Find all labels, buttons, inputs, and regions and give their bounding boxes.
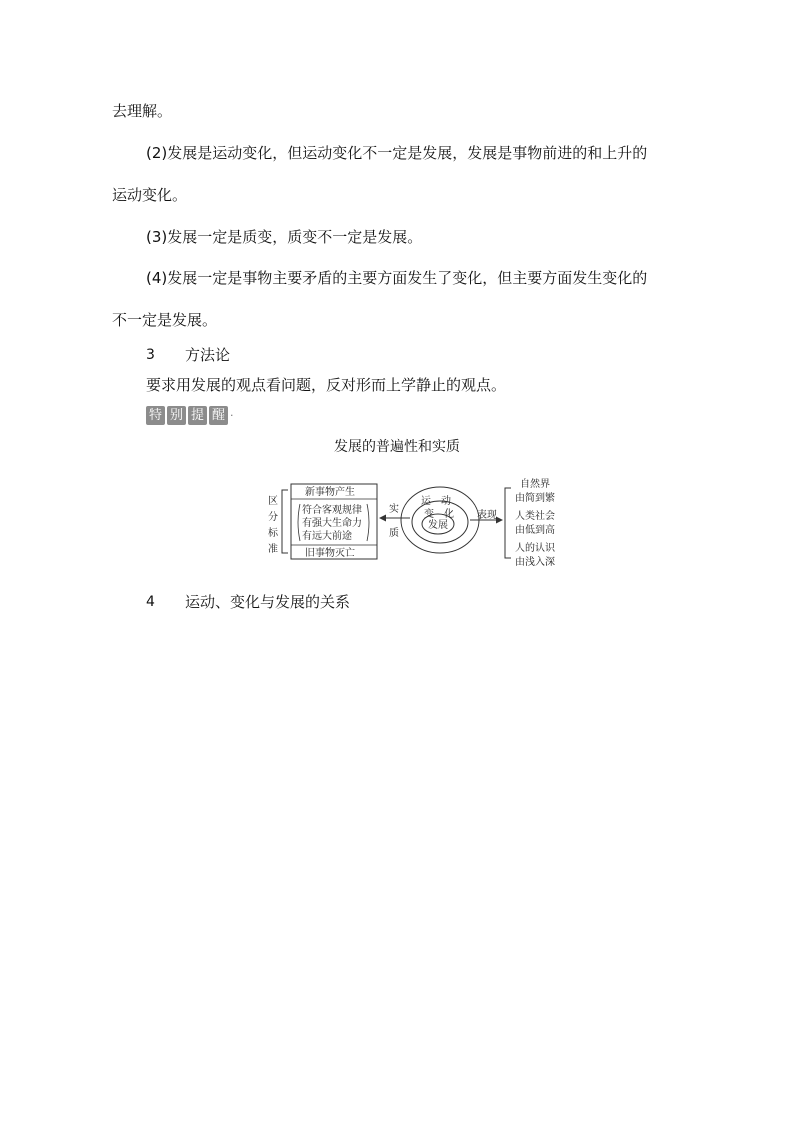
right-cognition-desc: 由浅入深 xyxy=(515,557,555,568)
development-diagram xyxy=(0,462,794,602)
text-line-3: 运动变化。 xyxy=(112,186,188,204)
section-3-body: 要求用发展的观点看问题，反对形而上学静止的观点。 xyxy=(146,376,507,394)
section-3-number: 3 xyxy=(146,347,155,363)
text-line-4: (3)发展一定是质变，质变不一定是发展。 xyxy=(146,228,423,246)
right-nature-desc: 由简到繁 xyxy=(515,493,555,504)
new-thing-text: 新事物产生 xyxy=(305,487,355,498)
special-tip-badge xyxy=(146,406,234,425)
right-nature: 自然界 xyxy=(520,479,550,490)
manifestation-label: 表现 xyxy=(477,510,497,521)
tip-char-3: 提 xyxy=(188,406,207,425)
figure-title: 发展的普遍性和实质 xyxy=(334,439,460,455)
tip-dot: · xyxy=(230,409,234,422)
essence-char-2: 质 xyxy=(389,528,399,539)
label-fen: 分 xyxy=(268,512,278,523)
section-3-title: 方法论 xyxy=(185,346,231,364)
criterion-2: 有强大生命力 xyxy=(302,518,362,529)
label-qu: 区 xyxy=(268,496,278,507)
section-4-title: 运动、变化与发展的关系 xyxy=(185,593,351,611)
section-4-number: 4 xyxy=(146,594,155,610)
tip-char-2: 别 xyxy=(167,406,186,425)
ring-change: 变 化 xyxy=(424,509,454,520)
essence-char-1: 实 xyxy=(389,504,399,515)
right-society: 人类社会 xyxy=(515,511,555,522)
tip-char-1: 特 xyxy=(146,406,165,425)
criterion-1: 符合客观规律 xyxy=(302,505,362,516)
label-zhun: 准 xyxy=(268,544,278,555)
tip-char-4: 醒 xyxy=(209,406,228,425)
right-society-desc: 由低到高 xyxy=(515,525,555,536)
label-biao: 标 xyxy=(268,528,278,539)
right-cognition: 人的认识 xyxy=(515,543,555,554)
text-line-6: 不一定是发展。 xyxy=(112,311,218,329)
old-thing-text: 旧事物灭亡 xyxy=(305,548,355,559)
ring-development: 发展 xyxy=(428,520,448,531)
text-line-2: (2)发展是运动变化，但运动变化不一定是发展，发展是事物前进的和上升的 xyxy=(146,144,648,162)
criterion-3: 有远大前途 xyxy=(302,531,352,542)
text-line-5: (4)发展一定是事物主要矛盾的主要方面发生了变化，但主要方面发生变化的 xyxy=(146,269,648,287)
text-line-1: 去理解。 xyxy=(112,102,173,120)
ring-motion: 运 动 xyxy=(421,496,451,507)
